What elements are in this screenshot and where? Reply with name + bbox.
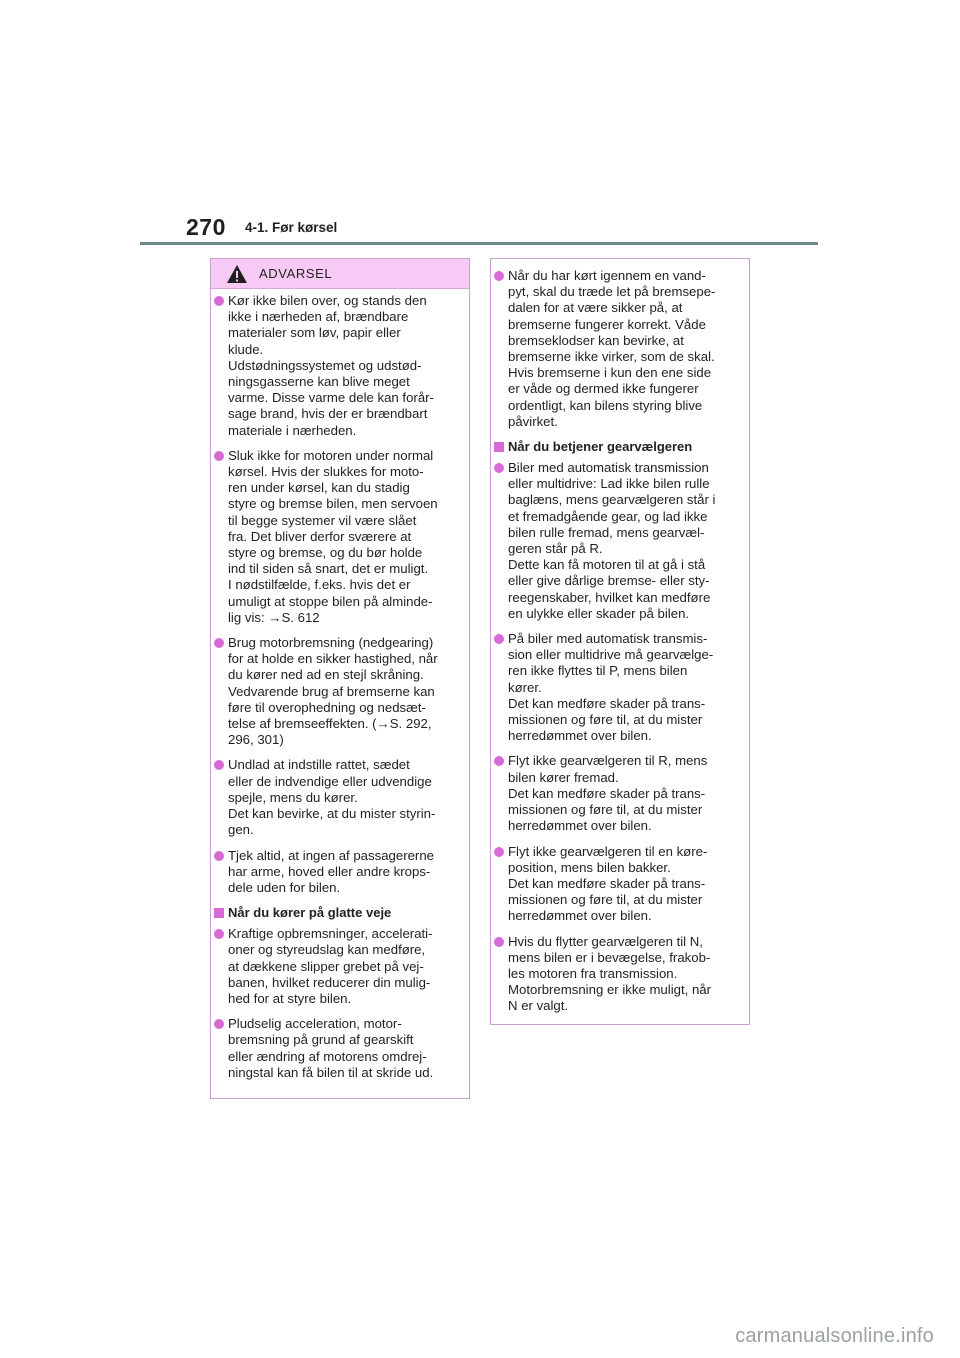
watermark: carmanualsonline.info [735,1325,934,1347]
warning-box-left [210,258,470,1099]
warning-header [211,259,469,289]
circle-bullet-icon [494,634,504,644]
list-item-text: På biler med automatisk transmis- sion eller multidrive må gearvælge- ren ikke flyttes til P, mens bilen kører. Det kan medføre skader på trans- missionen og føre til, at du mister herredømmet over bilen. [508,631,714,744]
right-item-list [491,264,749,1015]
section-heading [211,905,469,921]
square-bullet-icon [494,442,504,452]
circle-bullet-icon [494,271,504,281]
circle-bullet-icon [214,1019,224,1029]
circle-bullet-icon [494,937,504,947]
list-item-text: Undlad at indstille rattet, sædet eller de indvendige eller udvendige spejle, mens du kører. Det kan bevirke, at du mister styrin- gen. [228,757,436,838]
list-item [491,844,749,925]
section-heading [491,439,749,455]
square-bullet-icon [214,908,224,918]
list-item-text: Brug motorbremsning (nedgearing) for at holde en sikker hastighed, når du kører ned ad en stejl skråning. Vedvarende brug af bremserne kan føre til overophedning og nedsæt- telse af bremseeffekten. (→S. 292, 296, 301) [228,635,438,748]
list-item [491,753,749,834]
list-item [491,631,749,744]
list-item-text: Tjek altid, at ingen af passagererne har arme, hoved eller andre krops- dele uden for bilen. [228,847,434,895]
section-title: 4-1. Før kørsel [245,220,338,235]
section-heading-text: Når du betjener gearvælgeren [508,439,693,455]
circle-bullet-icon [214,451,224,461]
warning-triangle-icon [226,264,248,284]
list-item-text: Hvis du flytter gearvælgeren til N, mens bilen er i bevægelse, frakob- les motoren fra transmission. Motorbremsning er ikke muligt, når N er valgt. [508,933,712,1014]
circle-bullet-icon [214,638,224,648]
circle-bullet-icon [214,760,224,770]
list-item-text: Kør ikke bilen over, og stands den ikke i nærheden af, brændbare materialer som løv, papir eller klude. Udstødningssystemet og udstød- ningsgasserne kan blive meget varme. Disse varme dele kan forår- sage brand, hvis der er brændbart materiale i nærheden. [228,293,434,438]
list-item [491,460,749,622]
list-item-text: Sluk ikke for motoren under normal kørsel. Hvis der slukkes for moto- ren under kørsel, kan du stadig styre og bremse bilen, men servoen til begge systemer vil være slået fra. Det bliver derfor sværere at styre og bremse, og du bør holde ind til siden så snart, det er muligt. I nødstilfælde, f.eks. hvis det er umuligt at stoppe bilen på alminde- lig vis: →S. 612 [228,447,438,625]
header-rule [140,242,818,245]
list-item [211,1016,469,1081]
list-item [211,635,469,748]
list-item [211,926,469,1007]
list-item [211,448,469,626]
section-heading-text: Når du kører på glatte veje [228,905,392,921]
circle-bullet-icon [214,851,224,861]
list-item-text: Pludselig acceleration, motor- bremsning på grund af gearskift eller ændring af motorens omdrej- ningstal kan få bilen til at skride ud. [228,1016,434,1080]
list-item-text: Når du har kørt igennem en vand- pyt, skal du træde let på bremsepe- dalen for at være sikker på, at bremserne fungerer korrekt. Våde bremseklodser kan bevirke, at bremserne ikke virker, som de skal. Hvis bremserne i kun den ene side er våde og dermed ikke fungerer ordentligt, kan bilens styring blive påvirket. [508,268,716,429]
list-item [491,934,749,1015]
circle-bullet-icon [494,756,504,766]
list-item-text: Flyt ikke gearvælgeren til R, mens bilen kører fremad. Det kan medføre skader på trans- missionen og føre til, at du mister herredømmet over bilen. [508,753,708,834]
circle-bullet-icon [494,847,504,857]
list-item [211,757,469,838]
list-item [491,268,749,430]
circle-bullet-icon [214,929,224,939]
list-item [211,293,469,439]
warning-title: ADVARSEL [259,266,333,281]
left-item-list [211,289,469,1081]
list-item-text: Flyt ikke gearvælgeren til en køre- position, mens bilen bakker. Det kan medføre skader på trans- missionen og føre til, at du mister herredømmet over bilen. [508,843,708,924]
list-item-text: Kraftige opbremsninger, accelerati- oner og styreudslag kan medføre, at dækkene slipper grebet på vej- banen, hvilket reducerer din mulig- hed for at styre bilen. [228,926,433,1006]
circle-bullet-icon [494,463,504,473]
page-number: 270 [186,214,226,240]
circle-bullet-icon [214,296,224,306]
list-item [211,848,469,897]
warning-box-right [490,258,750,1025]
list-item-text: Biler med automatisk transmission eller multidrive: Lad ikke bilen rulle baglæns, mens gearvælgeren står i et fremadgående gear, og lad ikke bilen rulle fremad, mens gearvæl- geren står på R. Dette kan få motoren til at gå i stå eller give dårlige bremse- eller sty- reegenskaber, hvilket kan medføre en ulykke eller skader på bilen. [508,460,716,621]
